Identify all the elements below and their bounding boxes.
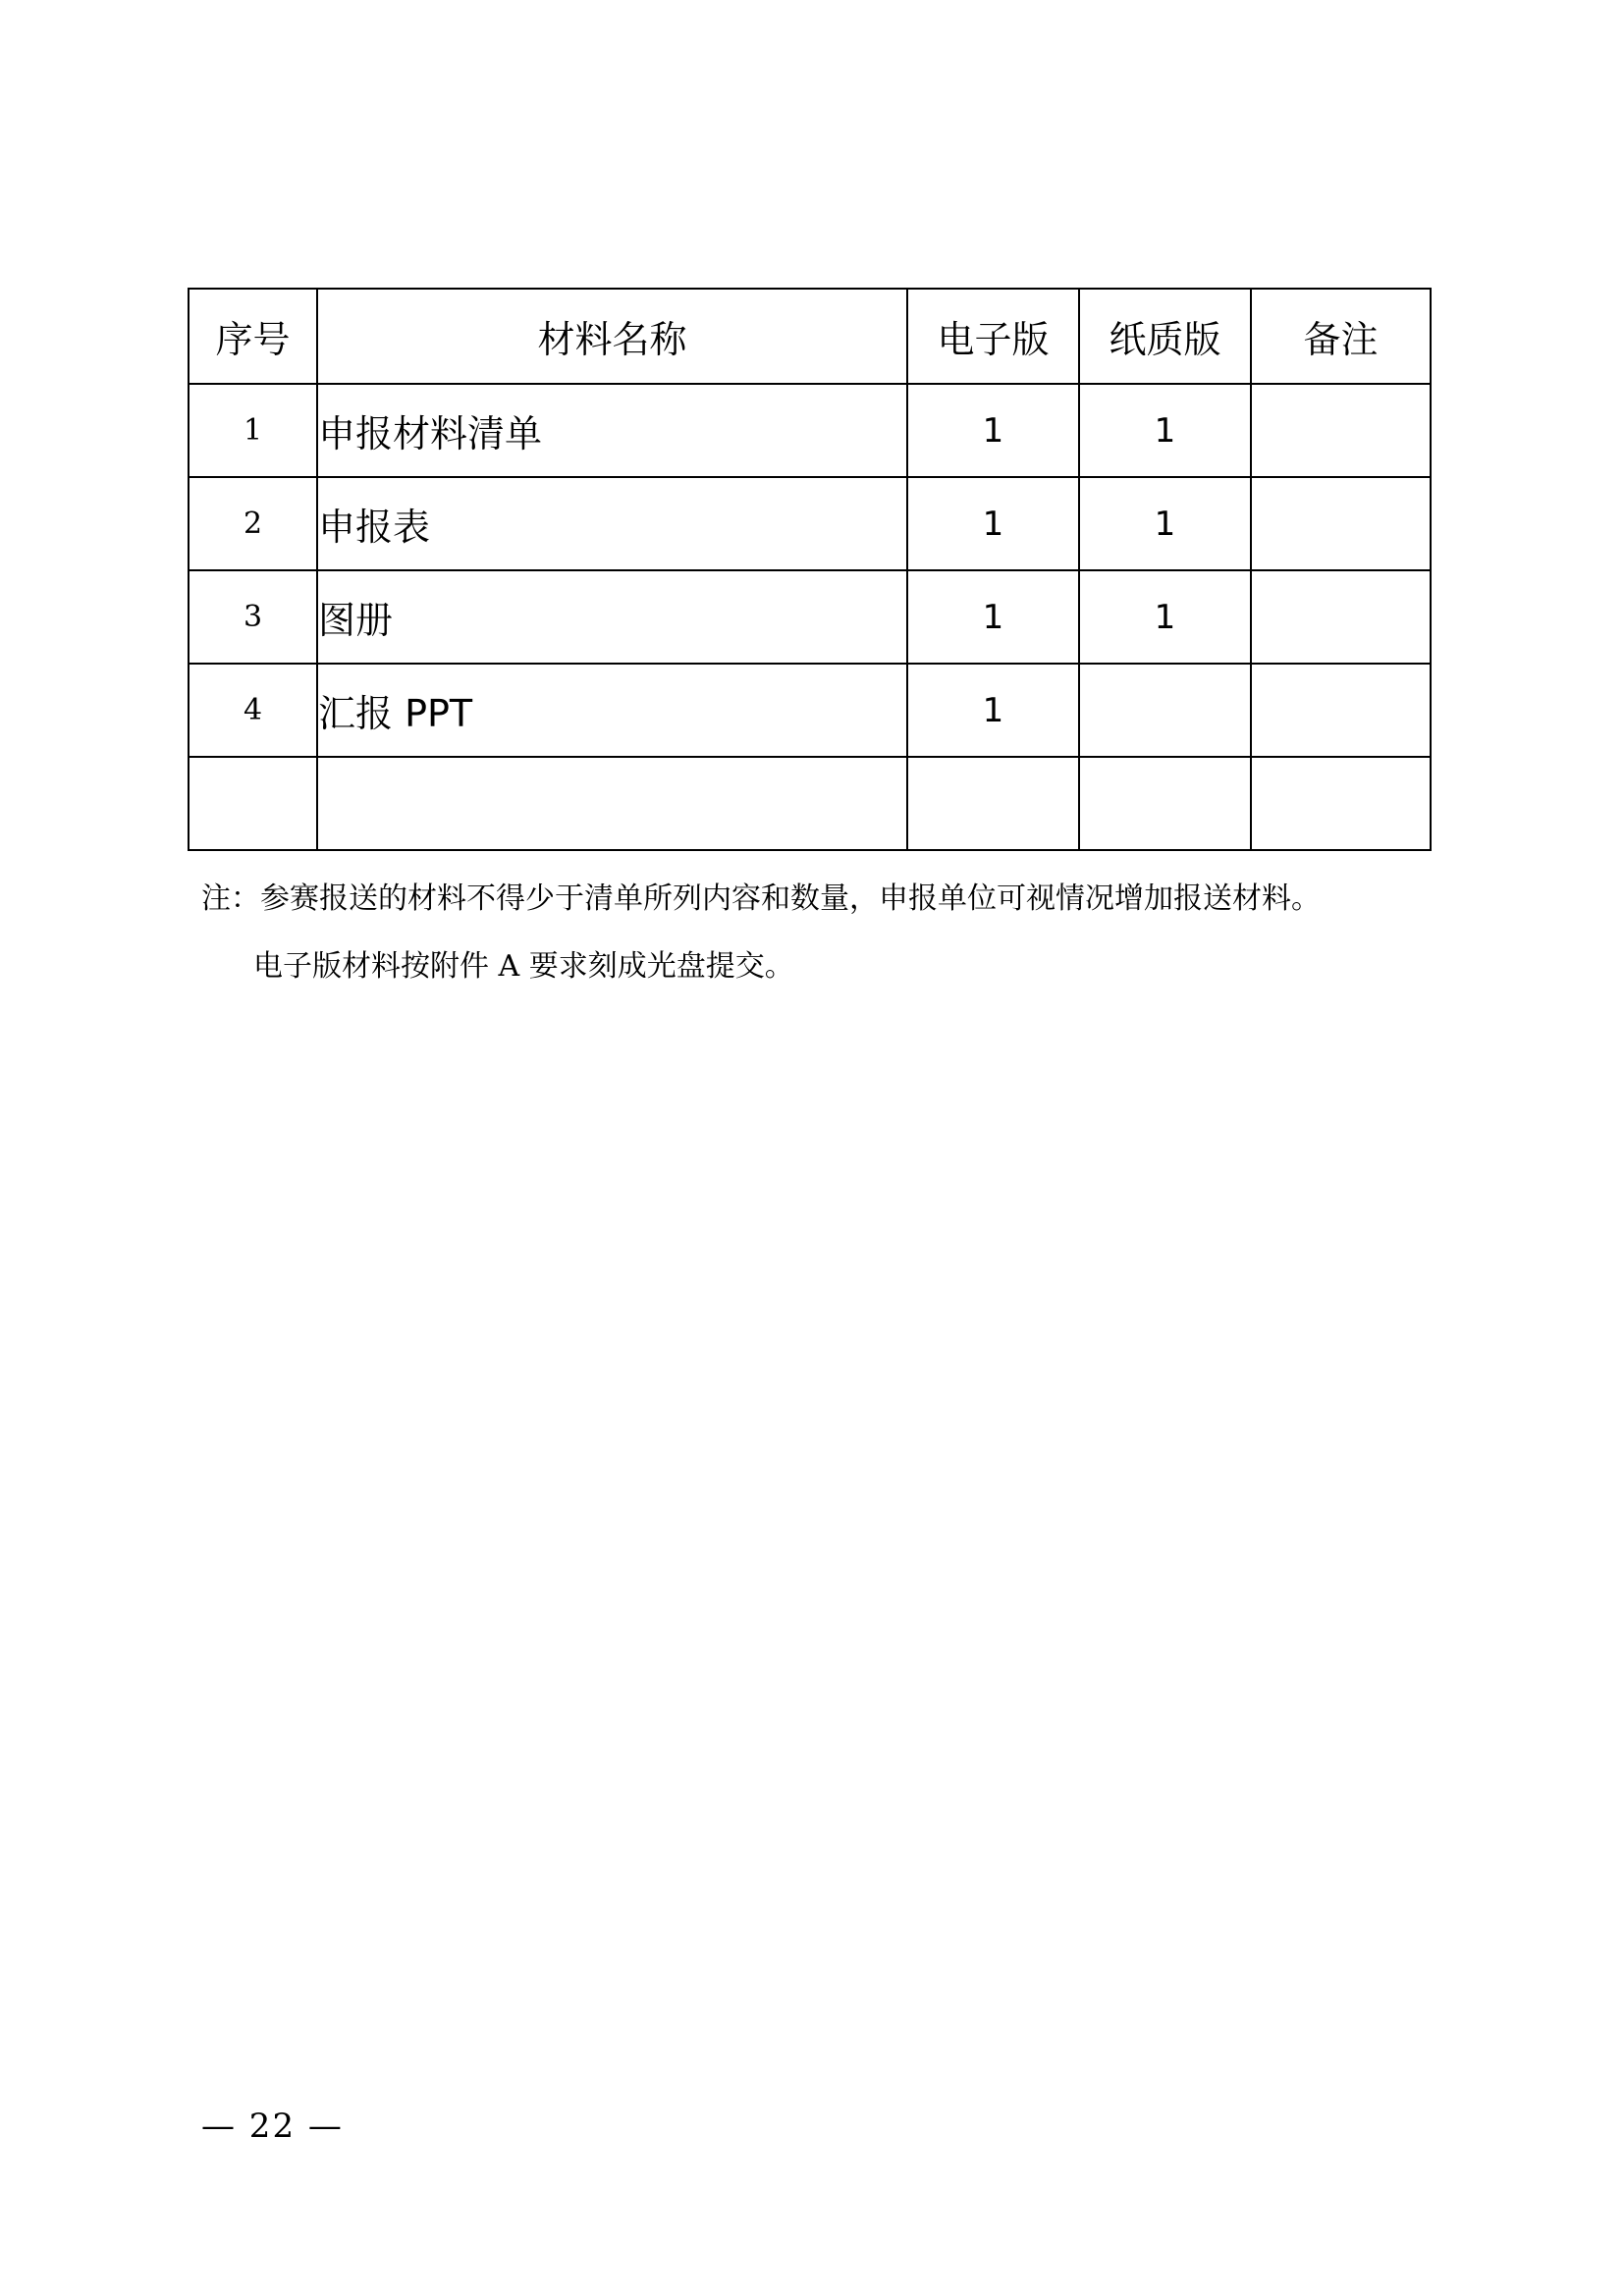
header-seq: 序号 <box>189 289 317 384</box>
header-electronic: 电子版 <box>907 289 1079 384</box>
cell-paper: 1 <box>1079 570 1251 664</box>
table-row <box>189 570 1431 664</box>
cell-electronic: 1 <box>907 384 1079 477</box>
header-material-name: 材料名称 <box>317 289 907 384</box>
cell-electronic: 1 <box>907 570 1079 664</box>
cell-remark <box>1251 664 1431 757</box>
cell-seq <box>189 757 317 850</box>
cell-electronic <box>907 757 1079 850</box>
table-row <box>189 757 1431 850</box>
materials-table <box>188 288 1432 851</box>
table-row <box>189 664 1431 757</box>
cell-paper: 1 <box>1079 477 1251 570</box>
cell-remark <box>1251 757 1431 850</box>
table-row <box>189 384 1431 477</box>
cell-material-name: 汇报 PPT <box>317 664 907 757</box>
cell-remark <box>1251 477 1431 570</box>
cell-material-name: 申报材料清单 <box>317 384 907 477</box>
cell-paper: 1 <box>1079 384 1251 477</box>
header-remark: 备注 <box>1251 289 1431 384</box>
cell-material-name <box>317 757 907 850</box>
table-header-row <box>189 289 1431 384</box>
cell-seq: 3 <box>189 570 317 664</box>
cell-paper <box>1079 664 1251 757</box>
note-line-2: 电子版材料按附件 A 要求刻成光盘提交。 <box>253 949 794 984</box>
cell-material-name: 图册 <box>317 570 907 664</box>
page-number: — 22 — <box>201 2107 344 2146</box>
cell-paper <box>1079 757 1251 850</box>
cell-seq: 1 <box>189 384 317 477</box>
table-row <box>189 477 1431 570</box>
cell-seq: 4 <box>189 664 317 757</box>
cell-seq: 2 <box>189 477 317 570</box>
cell-material-name: 申报表 <box>317 477 907 570</box>
note-line-1: 注：参赛报送的材料不得少于清单所列内容和数量，申报单位可视情况增加报送材料。 <box>201 881 1321 916</box>
cell-remark <box>1251 384 1431 477</box>
cell-electronic: 1 <box>907 664 1079 757</box>
cell-remark <box>1251 570 1431 664</box>
header-paper: 纸质版 <box>1079 289 1251 384</box>
cell-electronic: 1 <box>907 477 1079 570</box>
